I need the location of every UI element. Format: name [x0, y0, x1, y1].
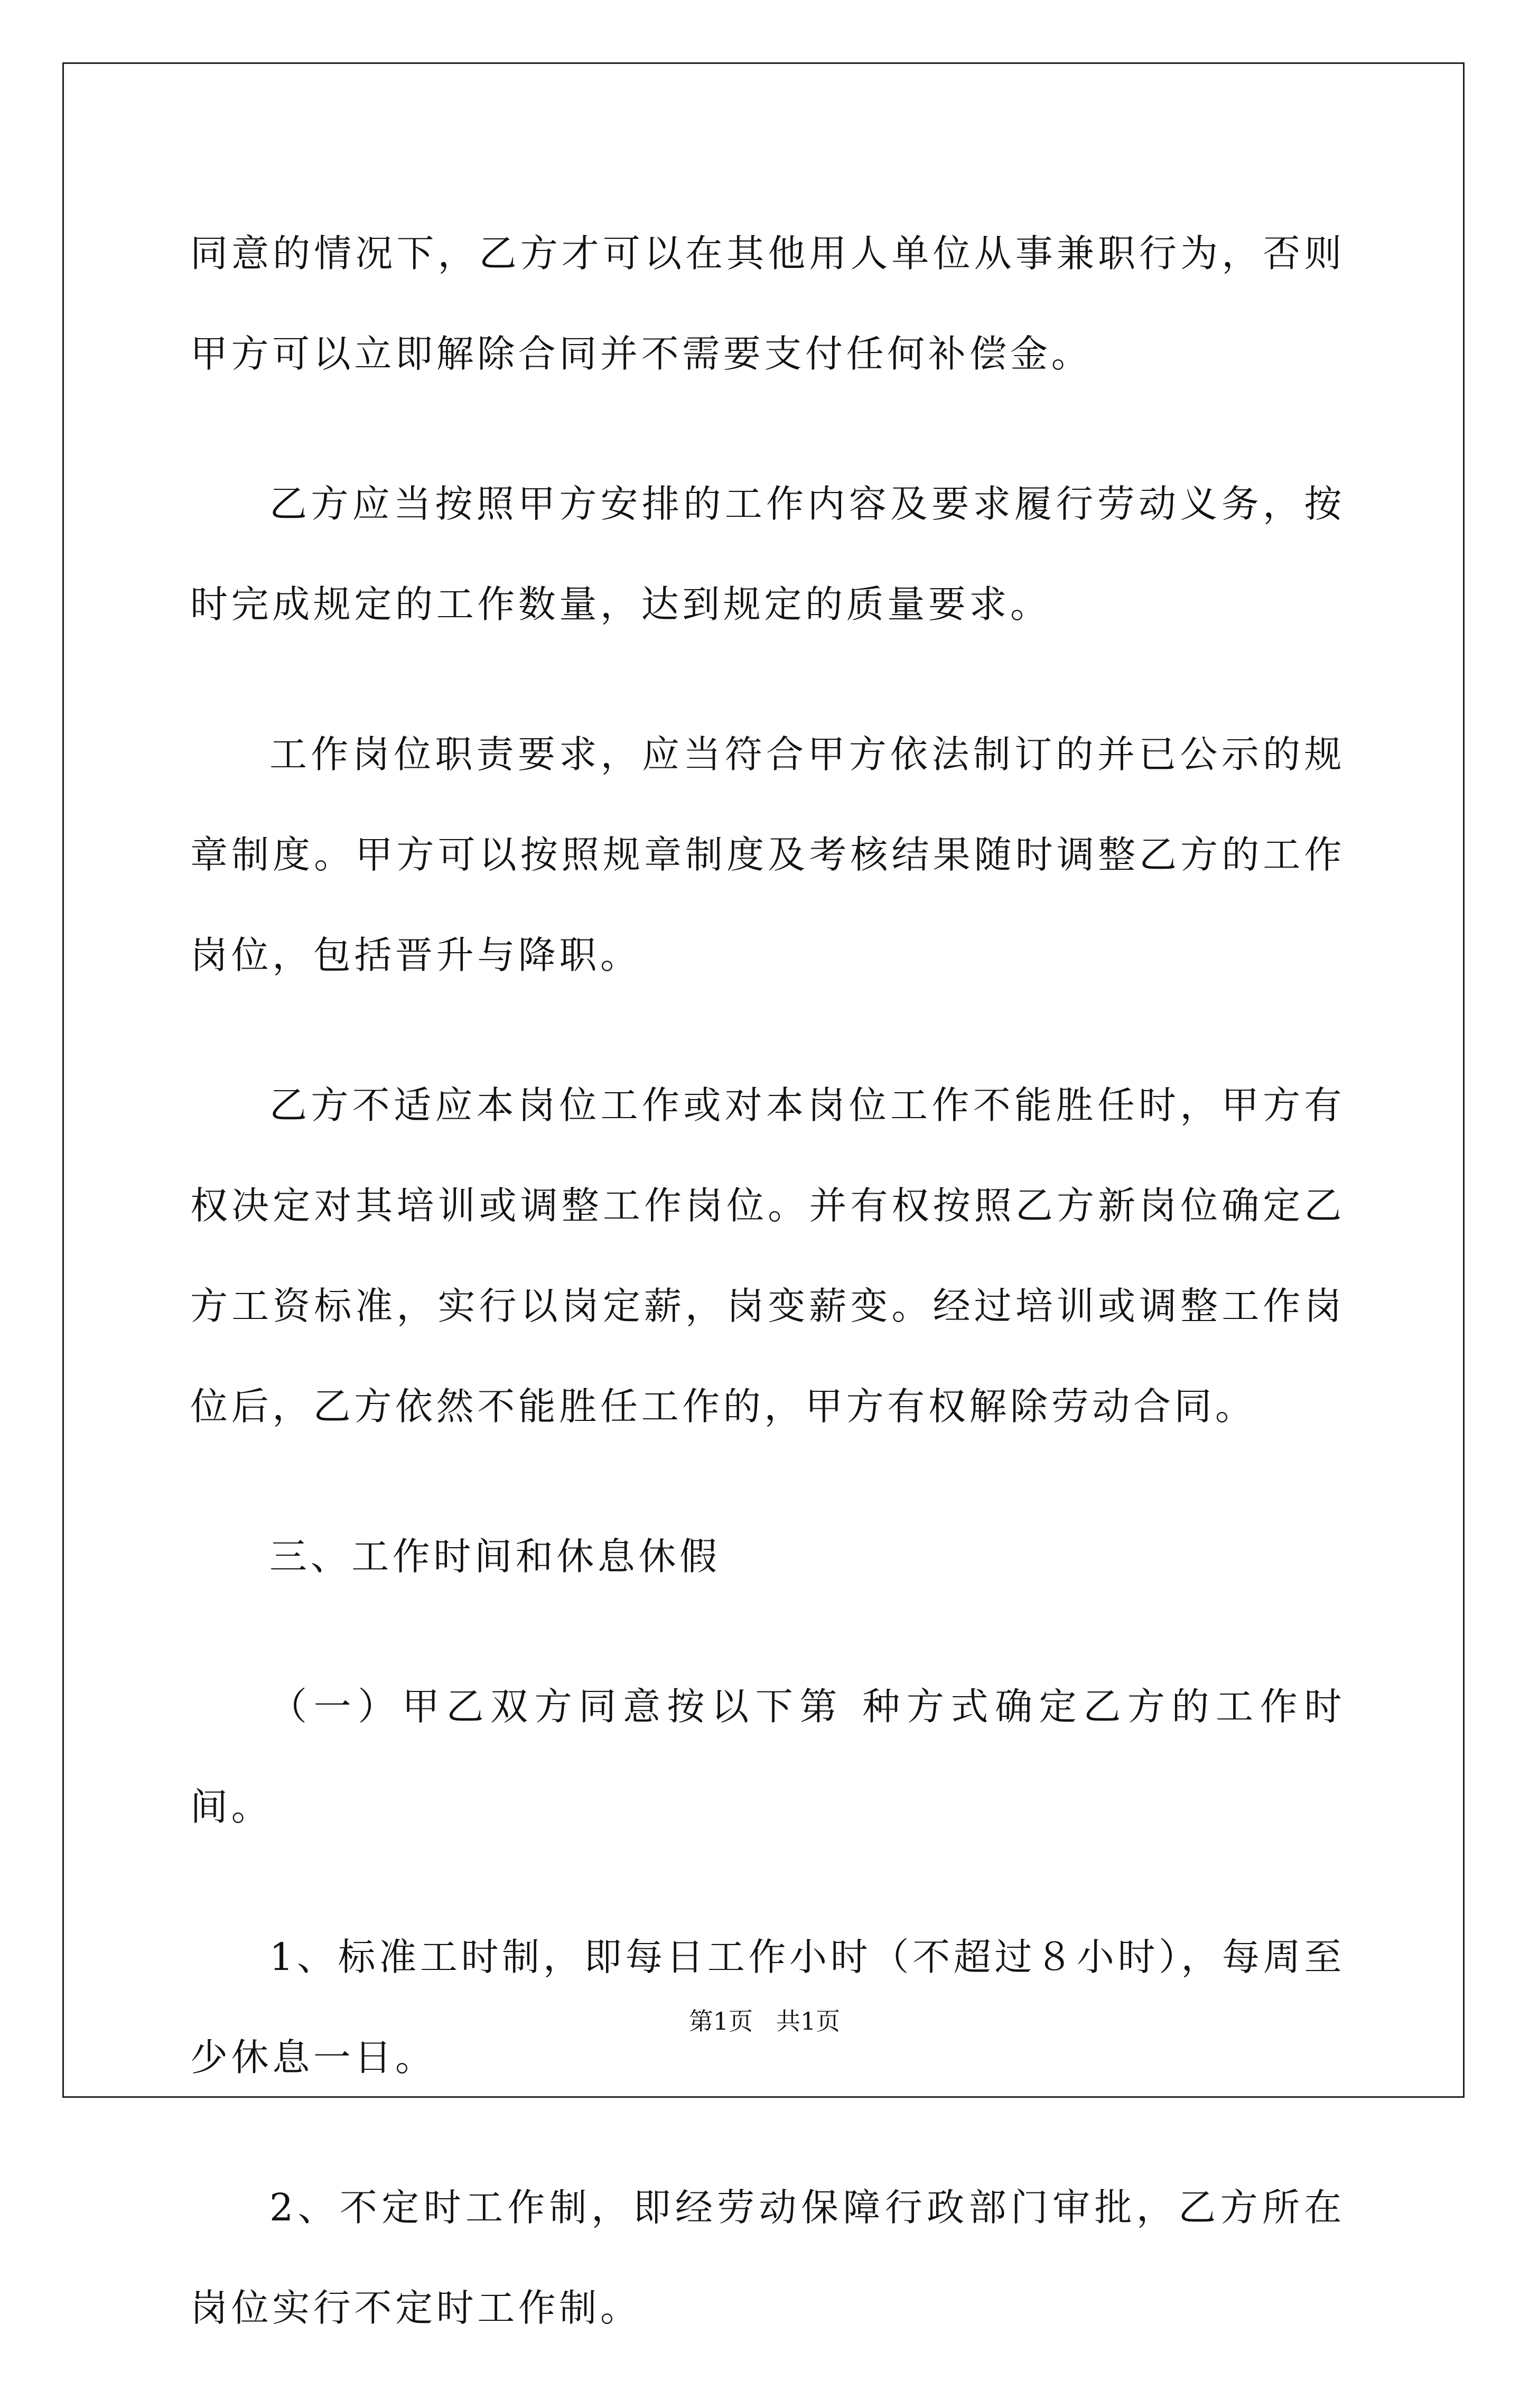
page-footer [0, 2005, 1529, 2037]
paragraph-job-adjustment: 乙方不适应本岗位工作或对本岗位工作不能胜任时，甲方有权决定对其培训或调整工作岗位。并有权按照乙方新岗位确定乙方工资标准，实行以岗定薪，岗变薪变。经过培训或调整工作岗位后，乙方依然不能胜任工作的，甲方有权解除劳动合同。 [190, 1083, 1345, 1428]
paragraph-flexible-hours: 2、不定时工作制，即经劳动保障行政部门审批，乙方所在岗位实行不定时工作制。 [190, 2186, 1345, 2330]
page-number: 第1页 [688, 2007, 753, 2035]
section-heading-working-hours: 三、工作时间和休息休假 [269, 1535, 721, 1578]
document-body [190, 203, 1345, 2408]
paragraph-work-duties: 乙方应当按照甲方安排的工作内容及要求履行劳动义务，按时完成规定的工作数量，达到规定的质量要求。 [190, 482, 1345, 626]
page-total: 共1页 [776, 2007, 841, 2035]
paragraph-job-requirements: 工作岗位职责要求，应当符合甲方依法制订的并已公示的规章制度。甲方可以按照规章制度及考核结果随时调整乙方的工作岗位，包括晋升与降职。 [190, 732, 1345, 977]
paragraph-standard-hours: 1、标准工时制，即每日工作小时（不超过８小时），每周至少休息一日。 [190, 1935, 1345, 2079]
paragraph-hours-option: （一）甲乙双方同意按以下第 种方式确定乙方的工作时间。 [190, 1685, 1345, 1829]
paragraph-continuation: 同意的情况下，乙方才可以在其他用人单位从事兼职行为，否则甲方可以立即解除合同并不需要支付任何补偿金。 [190, 231, 1345, 376]
